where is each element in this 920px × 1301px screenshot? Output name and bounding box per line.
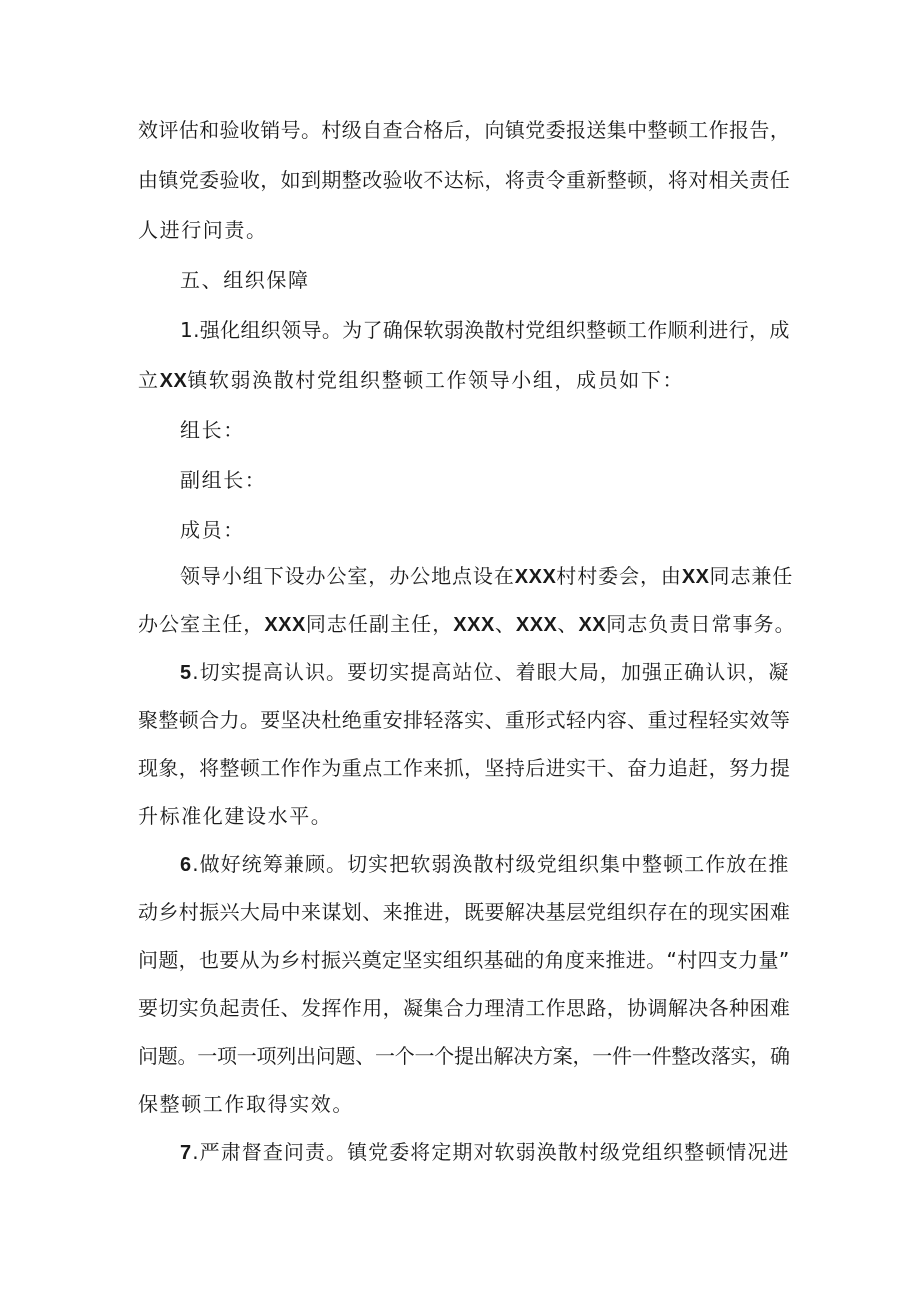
placeholder-name: XXX: [453, 614, 495, 636]
paragraph-line: [138, 756, 790, 780]
text-run: 组长：: [180, 418, 245, 442]
text-run: 同志兼任: [709, 564, 794, 588]
placeholder-name: XXX: [515, 614, 558, 636]
text-run: 镇软弱涣散村党组织整顿工作领导小组，成员如下：: [187, 368, 685, 392]
item-number: 5: [180, 662, 193, 684]
paragraph-line: [138, 1044, 790, 1068]
paragraph-line: [138, 118, 790, 142]
text-run: 、: [557, 612, 579, 636]
text-run: 同志负责日常事务。: [606, 612, 796, 636]
deputy-leader-label: [180, 468, 266, 492]
text-run: 由镇党委验收，如到期整改验收不达标，将责令重新整顿，将对相关责任: [138, 168, 791, 192]
text-run: 动乡村振兴大局中来谋划、来推进，既要解决基层党组织存在的现实困难: [138, 900, 791, 924]
paragraph-line: [138, 612, 796, 637]
item-number: 6: [180, 854, 193, 876]
leader-label: [180, 418, 245, 442]
text-run: .做好统筹兼顾。切实把软弱涣散村级党组织集中整顿工作放在推: [192, 852, 790, 876]
item-number: 7: [180, 1142, 193, 1164]
text-run: 升标准化建设水平。: [138, 804, 333, 828]
text-run: 人进行问责。: [138, 218, 268, 242]
paragraph-line: [180, 564, 793, 589]
text-run: 1.强化组织领导。为了确保软弱涣散村党组织整顿工作顺利进行，成: [180, 318, 790, 342]
paragraph-line: [180, 1140, 790, 1165]
paragraph-line: [138, 168, 790, 192]
text-run: 、: [494, 612, 516, 636]
text-run: 副组长：: [180, 468, 267, 492]
placeholder-name: XX: [578, 614, 607, 636]
paragraph-line: [138, 218, 268, 242]
text-run: 现象，将整顿工作作为重点工作来抓，坚持后进实干、奋力追赶，努力提: [138, 756, 791, 780]
members-label: [180, 518, 245, 542]
text-run: 保整顿工作取得实效。: [138, 1092, 354, 1116]
text-run: 问题，也要从为乡村振兴奠定坚实组织基础的角度来推进。“村四支力量”: [138, 948, 790, 972]
text-run: 聚整顿合力。要坚决杜绝重安排轻落实、重形式轻内容、重过程轻实效等: [138, 708, 791, 732]
placeholder-name: XXX: [514, 566, 557, 588]
text-run: 成员：: [180, 518, 245, 542]
text-run: 村村委会，由: [556, 564, 682, 588]
paragraph-line: [138, 996, 790, 1020]
paragraph-line: [138, 900, 790, 924]
text-run: 领导小组下设办公室，办公地点设在: [180, 564, 515, 588]
text-run: .切实提高认识。要切实提高站位、着眼大局，加强正确认识，凝: [192, 660, 790, 684]
paragraph-line: [138, 948, 790, 972]
paragraph-line: [138, 368, 684, 393]
text-run: 问题。一项一项列出问题、一个一个提出解决方案，一件一件整改落实，确: [138, 1044, 790, 1068]
placeholder-name: XX: [159, 370, 188, 392]
paragraph-line: [180, 852, 790, 877]
section-heading: [180, 268, 310, 292]
text-run: 五、组织保障: [180, 268, 310, 292]
text-run: 要切实负起责任、发挥作用，凝集合力理清工作思路，协调解决各种困难: [138, 996, 791, 1020]
paragraph-line: [180, 318, 790, 342]
text-run: 办公室主任，: [138, 612, 265, 636]
text-run: 立: [138, 368, 160, 392]
paragraph-line: [180, 660, 790, 685]
text-run: .严肃督查问责。镇党委将定期对软弱涣散村级党组织整顿情况进: [192, 1140, 790, 1164]
paragraph-line: [138, 1092, 354, 1116]
text-run: 效评估和验收销号。村级自查合格后，向镇党委报送集中整顿工作报告，: [138, 118, 791, 142]
text-run: 同志任副主任，: [305, 612, 454, 636]
paragraph-line: [138, 804, 332, 828]
placeholder-name: XXX: [264, 614, 306, 636]
paragraph-line: [138, 708, 790, 732]
placeholder-name: XX: [681, 566, 710, 588]
